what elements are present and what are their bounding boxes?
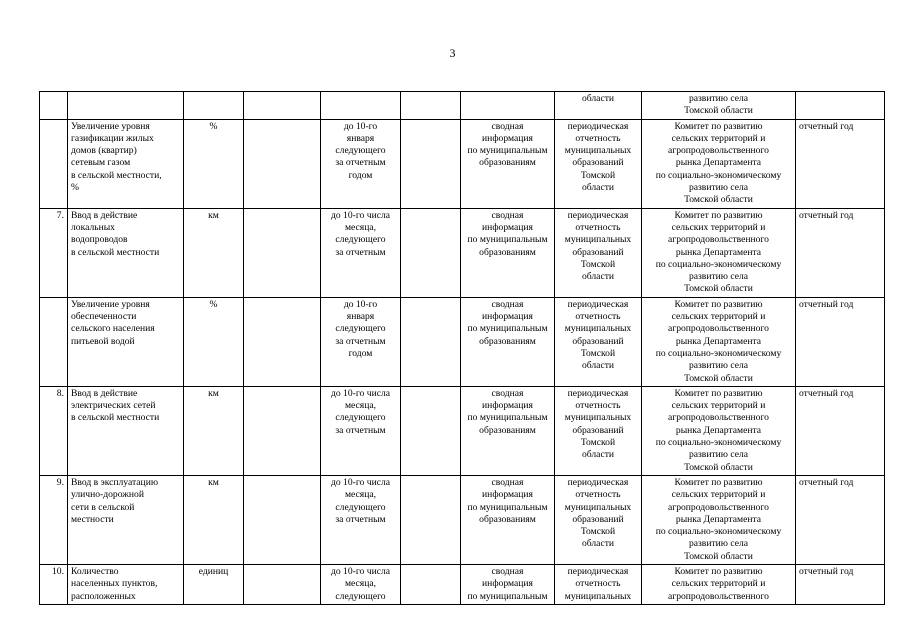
- cell-report-form: периодическая отчетность муниципальных образований Томской области: [555, 119, 642, 208]
- cell-empty: [401, 386, 461, 475]
- cell-empty: [401, 119, 461, 208]
- cell-period: отчетный год: [796, 208, 885, 297]
- cell-deadline: [321, 92, 401, 120]
- cell-indicator: Ввод в действие локальных водопроводов в сельской местности: [68, 208, 184, 297]
- cell-source: сводная информация по муниципальным образованиям: [461, 475, 555, 564]
- table-row: [40, 208, 885, 297]
- cell-responsible: Комитет по развитию сельских территорий и агропродовольственного рынка Департамента по социально-экономическому развитию села Томской области: [642, 386, 796, 475]
- cell-unit: км: [184, 208, 244, 297]
- cell-indicator: [68, 92, 184, 120]
- cell-source: сводная информация по муниципальным: [461, 564, 555, 604]
- indicators-table: [39, 91, 885, 605]
- cell-period: отчетный год: [796, 475, 885, 564]
- cell-deadline: до 10-го числа месяца, следующего за отчетным: [321, 208, 401, 297]
- cell-unit: км: [184, 475, 244, 564]
- cell-deadline: до 10-го января следующего за отчетным годом: [321, 119, 401, 208]
- cell-number: 7.: [40, 208, 68, 297]
- cell-empty: [401, 92, 461, 120]
- cell-report-form: периодическая отчетность муниципальных образований Томской области: [555, 208, 642, 297]
- cell-number: 10.: [40, 564, 68, 604]
- cell-unit: [184, 92, 244, 120]
- table-row: [40, 386, 885, 475]
- table-row: [40, 119, 885, 208]
- cell-indicator: Количество населенных пунктов, расположенных: [68, 564, 184, 604]
- cell-indicator: Увеличение уровня газификации жилых домов (квартир) сетевым газом в сельской местности, %: [68, 119, 184, 208]
- cell-empty: [401, 297, 461, 386]
- cell-unit: %: [184, 119, 244, 208]
- cell-report-form: периодическая отчетность муниципальных образований Томской области: [555, 386, 642, 475]
- cell-responsible: Комитет по развитию сельских территорий и агропродовольственного рынка Департамента по социально-экономическому развитию села Томской области: [642, 297, 796, 386]
- cell-responsible: Комитет по развитию сельских территорий и агропродовольственного: [642, 564, 796, 604]
- cell-responsible: развитию села Томской области: [642, 92, 796, 120]
- cell-deadline: до 10-го января следующего за отчетным годом: [321, 297, 401, 386]
- cell-number: 9.: [40, 475, 68, 564]
- table-row: [40, 475, 885, 564]
- continuation-row: [40, 92, 885, 120]
- cell-empty: [244, 564, 321, 604]
- cell-period: отчетный год: [796, 564, 885, 604]
- cell-empty: [244, 92, 321, 120]
- cell-number: [40, 92, 68, 120]
- cell-empty: [401, 208, 461, 297]
- cell-indicator: Ввод в эксплуатацию улично-дорожной сети в сельской местности: [68, 475, 184, 564]
- cell-responsible: Комитет по развитию сельских территорий и агропродовольственного рынка Департамента по социально-экономическому развитию села Томской области: [642, 208, 796, 297]
- table-row: [40, 297, 885, 386]
- cell-indicator: Ввод в действие электрических сетей в сельской местности: [68, 386, 184, 475]
- table-row: [40, 564, 885, 604]
- cell-report-form: периодическая отчетность муниципальных образований Томской области: [555, 475, 642, 564]
- page-number: 3: [449, 46, 456, 60]
- cell-deadline: до 10-го числа месяца, следующего за отчетным: [321, 386, 401, 475]
- cell-period: отчетный год: [796, 386, 885, 475]
- cell-unit: %: [184, 297, 244, 386]
- cell-empty: [401, 475, 461, 564]
- cell-report-form: периодическая отчетность муниципальных образований Томской области: [555, 297, 642, 386]
- cell-source: сводная информация по муниципальным образованиям: [461, 297, 555, 386]
- cell-period: отчетный год: [796, 297, 885, 386]
- cell-responsible: Комитет по развитию сельских территорий и агропродовольственного рынка Департамента по социально-экономическому развитию села Томской области: [642, 475, 796, 564]
- cell-responsible: Комитет по развитию сельских территорий и агропродовольственного рынка Департамента по социально-экономическому развитию села Томской области: [642, 119, 796, 208]
- cell-report-form: периодическая отчетность муниципальных: [555, 564, 642, 604]
- cell-empty: [244, 386, 321, 475]
- cell-source: [461, 92, 555, 120]
- cell-empty: [244, 208, 321, 297]
- cell-deadline: до 10-го числа месяца, следующего: [321, 564, 401, 604]
- cell-empty: [401, 564, 461, 604]
- cell-period: [796, 92, 885, 120]
- cell-deadline: до 10-го числа месяца, следующего за отчетным: [321, 475, 401, 564]
- cell-number: [40, 297, 68, 386]
- cell-indicator: Увеличение уровня обеспеченности сельского населения питьевой водой: [68, 297, 184, 386]
- cell-unit: единиц: [184, 564, 244, 604]
- cell-number: [40, 119, 68, 208]
- cell-number: 8.: [40, 386, 68, 475]
- cell-source: сводная информация по муниципальным образованиям: [461, 386, 555, 475]
- cell-empty: [244, 475, 321, 564]
- cell-empty: [244, 119, 321, 208]
- cell-report-form: области: [555, 92, 642, 120]
- cell-empty: [244, 297, 321, 386]
- cell-period: отчетный год: [796, 119, 885, 208]
- cell-unit: км: [184, 386, 244, 475]
- cell-source: сводная информация по муниципальным образованиям: [461, 119, 555, 208]
- cell-source: сводная информация по муниципальным образованиям: [461, 208, 555, 297]
